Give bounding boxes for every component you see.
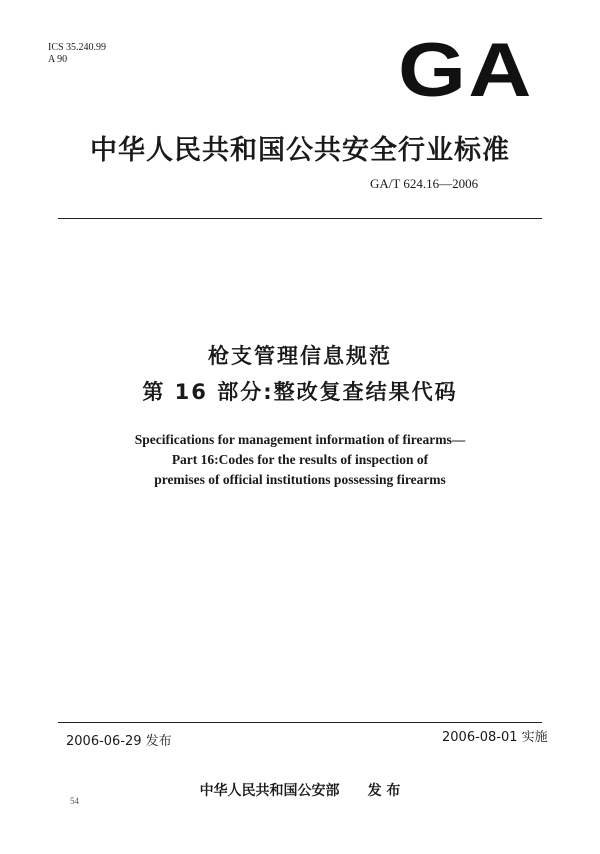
document-title-cn-line2: 第 16 部分:整改复查结果代码 <box>142 380 458 404</box>
document-title-en-line1: Specifications for management information of firearms— <box>134 432 466 447</box>
document-title-en-line3: premises of official institutions possessing firearms <box>154 472 446 487</box>
document-title-en-line2: Part 16:Codes for the results of inspection of <box>171 452 429 467</box>
document-title-en <box>0 430 600 490</box>
issuer-action: 发 布 <box>367 783 401 799</box>
class-number: A 90 <box>48 54 68 65</box>
implementation-date: 2006-08-01 实施 <box>442 730 548 745</box>
bottom-divider <box>58 722 542 723</box>
ics-number: ICS 35.240.99 <box>48 42 107 53</box>
standard-title: 中华人民共和国公共安全行业标准 <box>90 135 510 166</box>
issue-date: 2006-06-29 发布 <box>66 734 172 749</box>
page-number: 54 <box>70 796 79 806</box>
document-title-cn-line1: 枪支管理信息规范 <box>208 344 392 368</box>
ga-logo: GA <box>398 28 534 113</box>
issuer-line <box>0 780 600 800</box>
classification-block <box>48 42 106 66</box>
top-divider <box>58 218 542 219</box>
issuer-name: 中华人民共和国公安部 <box>199 783 340 799</box>
standard-code: GA/T 624.16—2006 <box>370 176 479 191</box>
